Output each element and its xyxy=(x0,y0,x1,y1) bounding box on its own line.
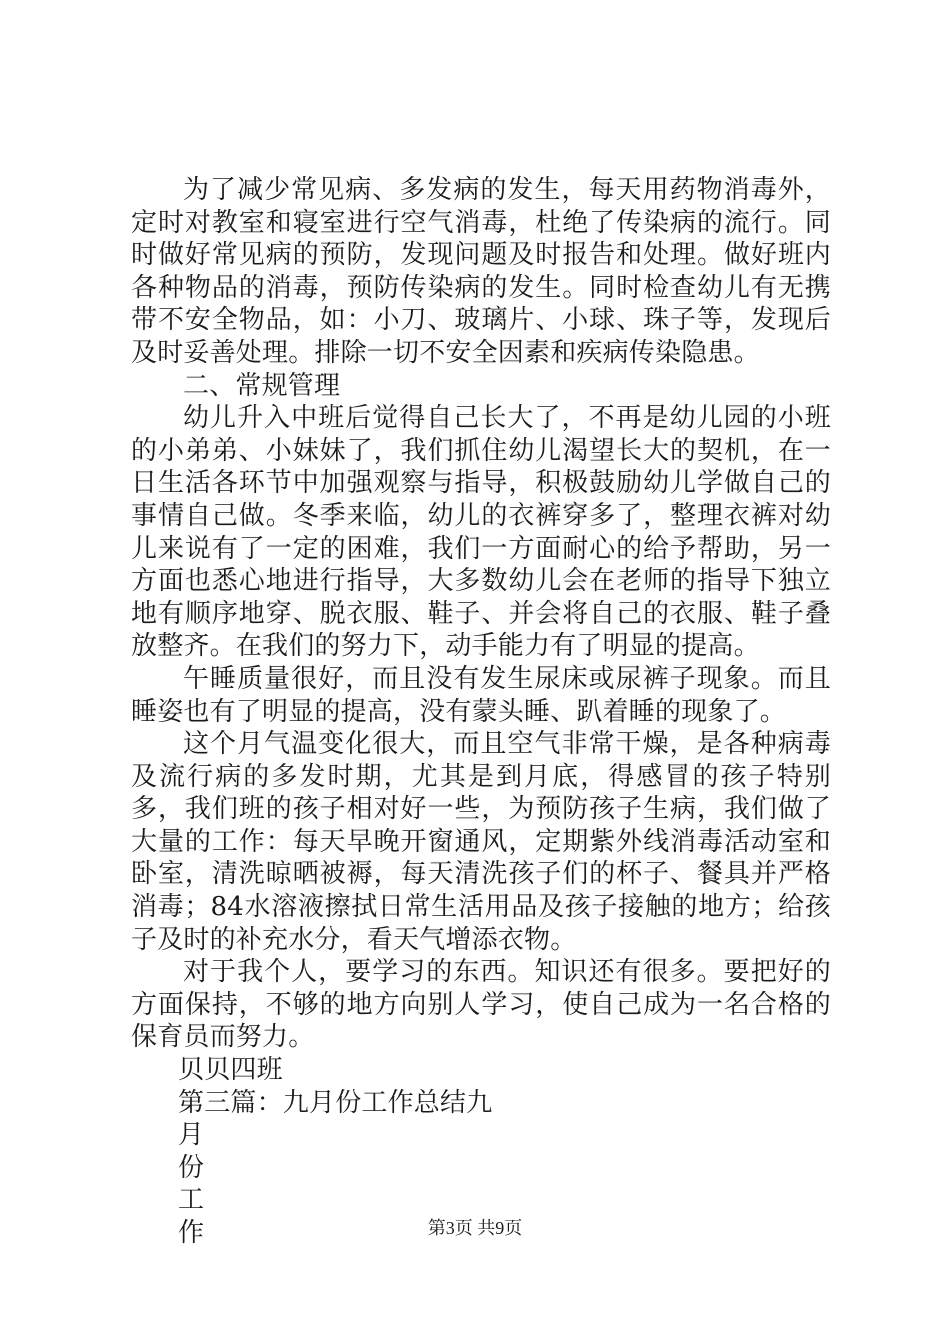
document-body xyxy=(131,174,831,1250)
vertical-char: 工 xyxy=(178,1185,205,1216)
vertical-char: 月 xyxy=(178,1120,205,1151)
next-section-title: 第三篇：九月份工作总结九 xyxy=(178,1087,493,1118)
vertical-char: 作 xyxy=(178,1218,205,1248)
paragraph-nap: 午睡质量很好，而且没有发生尿床或尿裤子现象。而且睡姿也有了明显的提高，没有蒙头睡、趴着睡的现象了。 xyxy=(131,663,831,727)
class-name: 贝贝四班 xyxy=(178,1055,283,1086)
section-heading-routine-management: 二、常规管理 xyxy=(183,370,341,401)
paragraph-disinfection: 为了减少常见病、多发病的发生，每天用药物消毒外，定时对教室和寝室进行空气消毒，杜绝了传染病的流行。同时做好常见病的预防，发现问题及时报告和处理。做好班内各种物品的消毒，预防传染病的发生。同时检查幼儿有无携带不安全物品，如：小刀、玻璃片、小球、珠子等，发现后及时妥善处理。排除一切不安全因素和疾病传染隐患。 xyxy=(131,175,831,368)
page-footer: 第3页 共9页 xyxy=(427,1218,523,1238)
paragraph-weather-health: 这个月气温变化很大，而且空气非常干燥，是各种病毒及流行病的多发时期，尤其是到月底，得感冒的孩子特别多，我们班的孩子相对好一些，为预防孩子生病，我们做了大量的工作：每天早晚开窗通风，定期紫外线消毒活动室和卧室，清洗晾晒被褥，每天清洗孩子们的杯子、餐具并严格消毒；84水溶液擦拭日常生活用品及孩子接触的地方；给孩子及时的补充水分，看天气增添衣物。 xyxy=(131,729,831,955)
paragraph-personal: 对于我个人，要学习的东西。知识还有很多。要把好的方面保持，不够的地方向别人学习，使自己成为一名合格的保育员而努力。 xyxy=(131,957,831,1053)
paragraph-self-care: 幼儿升入中班后觉得自己长大了，不再是幼儿园的小班的小弟弟、小妹妹了，我们抓住幼儿渴望长大的契机，在一日生活各环节中加强观察与指导，积极鼓励幼儿学做自己的事情自己做。冬季来临，幼儿的衣裤穿多了，整理衣裤对幼儿来说有了一定的困难，我们一方面耐心的给予帮助，另一方面也悉心地进行指导，大多数幼儿会在老师的指导下独立地有顺序地穿、脱衣服、鞋子、并会将自己的衣服、鞋子叠放整齐。在我们的努力下，动手能力有了明显的提高。 xyxy=(131,403,831,662)
vertical-char: 份 xyxy=(178,1152,205,1183)
